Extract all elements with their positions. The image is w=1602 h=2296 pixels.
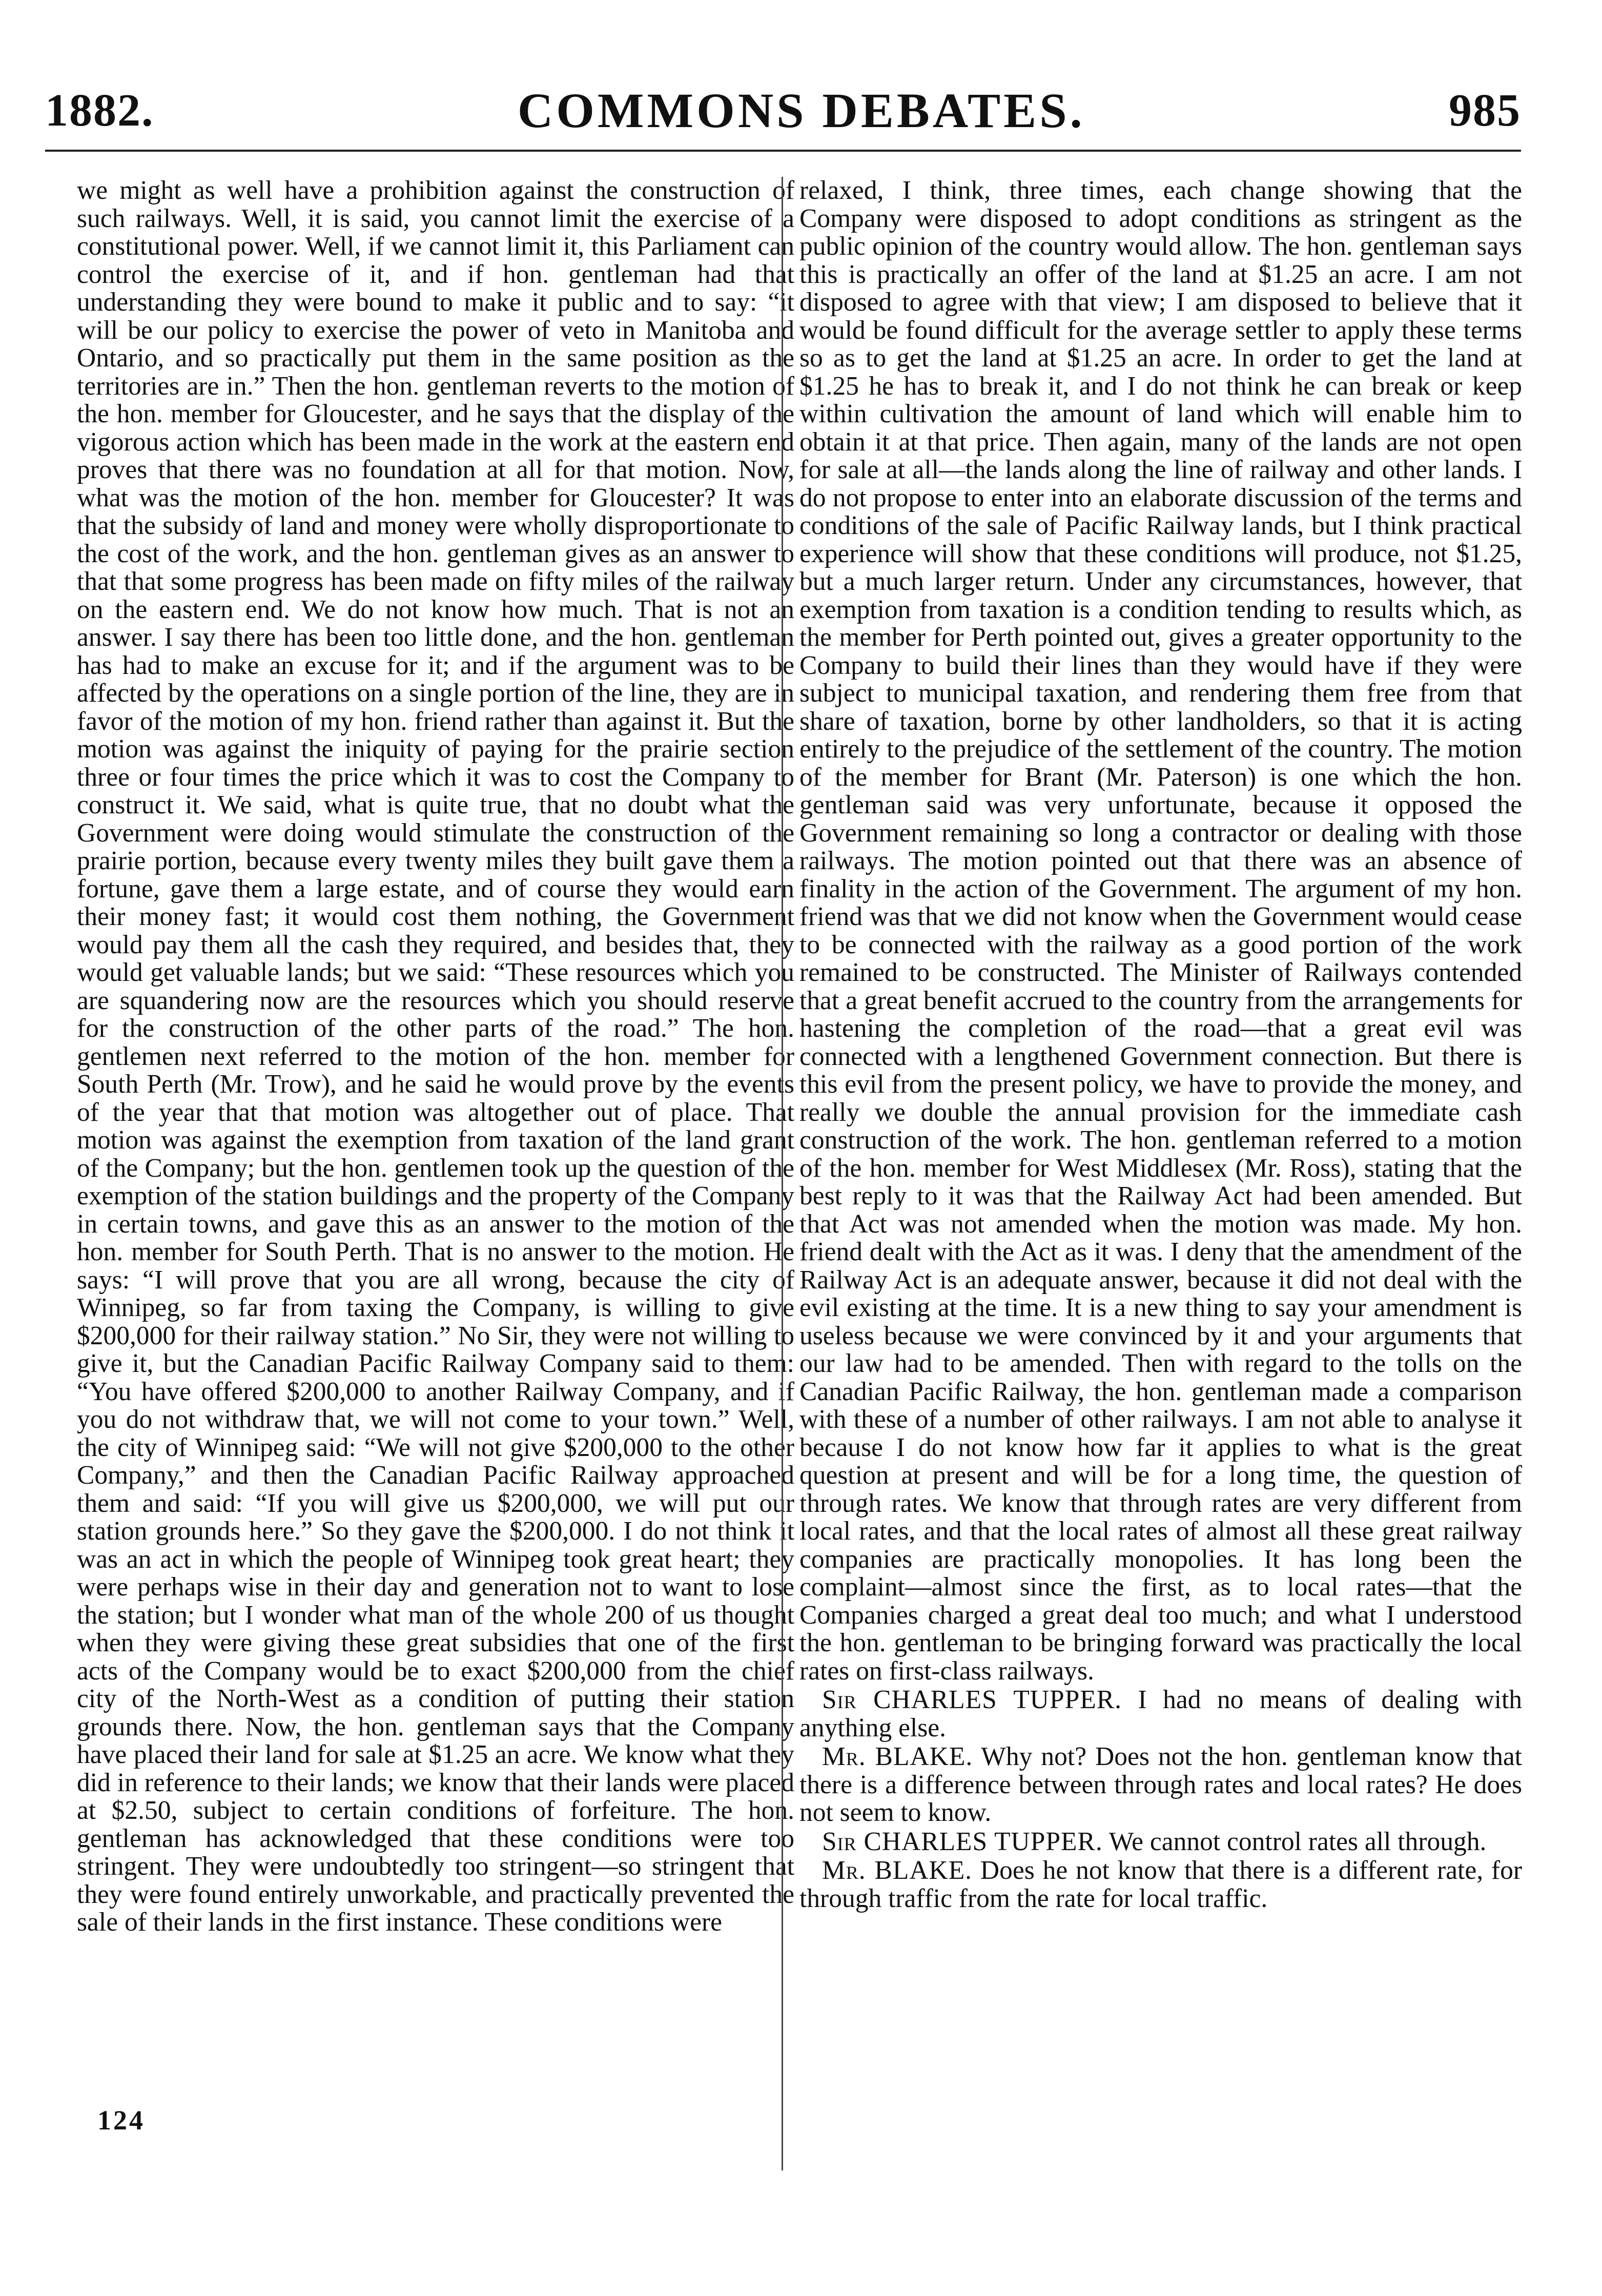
header-title: COMMONS DEBATES. (517, 83, 1085, 138)
speech-text: Does he not know that there is a different rate, for through traffic from the rate for local traffic. (799, 1856, 1522, 1913)
right-paragraph: relaxed, I think, three times, each change showing that the Company were disposed to adopt conditions as stringent as the public opinion of the country would allow. The hon. gentleman says this is practically an offer of the land at $1.25 an acre. I am not disposed to agree with that view; I am disposed to believe that it would be found difficult for the average settler to apply these terms so as to get the land at $1.25 an acre. In order to get the land at $1.25 he has to break it, and I do not think he can break or keep within cultivation the amount of land which will enable him to obtain it at that price. Then again, many of the lands are not open for sale at all—the lands along the line of railway and other lands. I do not propose to enter into an elaborate discussion of the terms and conditions of the sale of Pacific Railway lands, but I think practical experience will show that these conditions will produce, not $1.25, but a much larger return. Under any circumstances, however, that exemption from taxation is a condition tending to results which, as the member for Perth pointed out, gives a greater opportunity to the Company to build their lines than they would have if they were subject to municipal taxation, and rendering them free from that share of taxation, borne by other landholders, so that it is acting entirely to the prejudice of the settlement of the country. The motion of the member for Brant (Mr. Paterson) is one which the hon. gentleman said was very unfortunate, because it opposed the Government remaining so long a contractor or dealing with those railways. The motion pointed out that there was an absence of finality in the action of the Government. The argument of my hon. friend was that we did not know when the Government would cease to be connected with the railway as a good portion of the work remained to be constructed. The Minister of Railways contended that a great benefit accrued to the country from the arrangements for hastening the completion of the road—that a great evil was connected with a lengthened Government connection. But there is this evil from the present policy, we have to provide the money, and really we double the annual provision for the immediate cash construction of the work. The hon. gentleman referred to a motion of the hon. member for West Middlesex (Mr. Ross), stating that the best reply to it was that the Railway Act had been amended. But that Act was not amended when the motion was made. My hon. friend dealt with the Act as it was. I deny that the amendment of the Railway Act is an adequate answer, because it did not deal with the evil existing at the time. It is a new thing to say your amendment is useless because we were convinced by it and your arguments that our law had to be amended. Then with regard to the tolls on the Canadian Pacific Railway, the hon. gentleman made a comparison with these of a number of other railways. I am not able to analyse it because I do not know how far it applies to what is the great question at present and will be for a long time, the question of through rates. We know that through rates are very different from local rates, and that the local rates of almost all these great railway companies are practically monopolies. It has long been the complaint—almost since the first, as to local rates—that the Companies charged a great deal too much; and what I understood the hon. gentleman to be bringing forward was practically the local rates on first-class railways. (799, 176, 1522, 1686)
page-header (45, 77, 1521, 144)
signature-mark: 124 (97, 2105, 145, 2136)
speaker-name: Sir CHARLES TUPPER. (822, 1827, 1103, 1856)
speech-tupper-1 (799, 1686, 1522, 1742)
speech-blake-2 (799, 1857, 1522, 1913)
column-divider (782, 177, 783, 2170)
right-column (799, 177, 1522, 1913)
speaker-name: Mr. BLAKE. (822, 1856, 973, 1885)
speaker-name: Mr. BLAKE. (822, 1742, 973, 1771)
speech-blake-1 (799, 1743, 1522, 1827)
left-column (77, 177, 794, 1937)
speech-tupper-2 (799, 1828, 1522, 1856)
speech-text: Why not? Does not the hon. gentleman know that there is a difference between through rates and local rates? He does not seem to know. (799, 1742, 1522, 1827)
speech-text: We cannot control rates all through. (1108, 1827, 1487, 1856)
speaker-name: Sir CHARLES TUPPER. (822, 1685, 1122, 1714)
header-year: 1882. (45, 85, 154, 136)
left-paragraph: we might as well have a prohibition against the construction of such railways. Well, it is said, you cannot limit the exercise of a constitutional power. Well, if we cannot limit it, this Parliament can control the exercise of it, and if hon. gentleman had that understanding they were bound to make it public and to say: “it will be our policy to exercise the power of veto in Manitoba and Ontario, and so practically put them in the same position as the territories are in.” Then the hon. gentleman reverts to the motion of the hon. member for Gloucester, and he says that the display of the vigorous action which has been made in the work at the eastern end proves that there was no foundation at all for that motion. Now, what was the motion of the hon. member for Gloucester? It was that the subsidy of land and money were wholly disproportionate to the cost of the work, and the hon. gentleman gives as an answer to that that some progress has been made on fifty miles of the railway on the eastern end. We do not know how much. That is not an answer. I say there has been too little done, and the hon. gentleman has had to make an excuse for it; and if the argument was to be affected by the operations on a single portion of the line, they are in favor of the motion of my hon. friend rather than against it. But the motion was against the iniquity of paying for the prairie section three or four times the price which it was to cost the Company to construct it. We said, what is quite true, that no doubt what the Government were doing would stimulate the construction of the prairie portion, because every twenty miles they built gave them a fortune, gave them a large estate, and of course they would earn their money fast; it would cost them nothing, the Government would pay them all the cash they required, and besides that, they would get valuable lands; but we said: “These resources which you are squandering now are the resources which you should reserve for the construction of the other parts of the road.” The hon. gentlemen next referred to the motion of the hon. member for South Perth (Mr. Trow), and he said he would prove by the events of the year that that motion was altogether out of place. That motion was against the exemption from taxation of the land grant of the Company; but the hon. gentlemen took up the question of the exemption of the station buildings and the property of the Company in certain towns, and gave this as an answer to the motion of the hon. member for South Perth. That is no answer to the motion. He says: “I will prove that you are all wrong, because the city of Winnipeg, so far from taxing the Company, is willing to give $200,000 for their railway station.” No Sir, they were not willing to give it, but the Canadian Pacific Railway Company said to them: “You have offered $200,000 to another Railway Company, and if you do not withdraw that, we will not come to your town.” Well, the city of Winnipeg said: “We will not give $200,000 to the other Company,” and then the Canadian Pacific Railway approached them and said: “If you will give us $200,000, we will put our station grounds here.” So they gave the $200,000. I do not think it was an act in which the people of Winnipeg took great heart; they were perhaps wise in their day and generation not to want to lose the station; but I wonder what man of the whole 200 of us thought when they were giving these great subsidies that one of the first acts of the Company would be to exact $200,000 from the chief city of the North-West as a condition of putting their station grounds there. Now, the hon. gentleman says that the Company have placed their land for sale at $1.25 an acre. We know what they did in reference to their lands; we know that their lands were placed at $2.50, subject to certain conditions of forfeiture. The hon. gentleman has acknowledged that these conditions were too stringent. They were undoubtedly too stringent—so stringent that they were found entirely unworkable, and practically prevented the sale of their lands in the first instance. These conditions were (77, 176, 794, 1937)
header-rule (45, 150, 1521, 152)
header-page-number: 985 (1449, 85, 1521, 136)
speech-text: I had no means of dealing with anything else. (799, 1685, 1522, 1742)
